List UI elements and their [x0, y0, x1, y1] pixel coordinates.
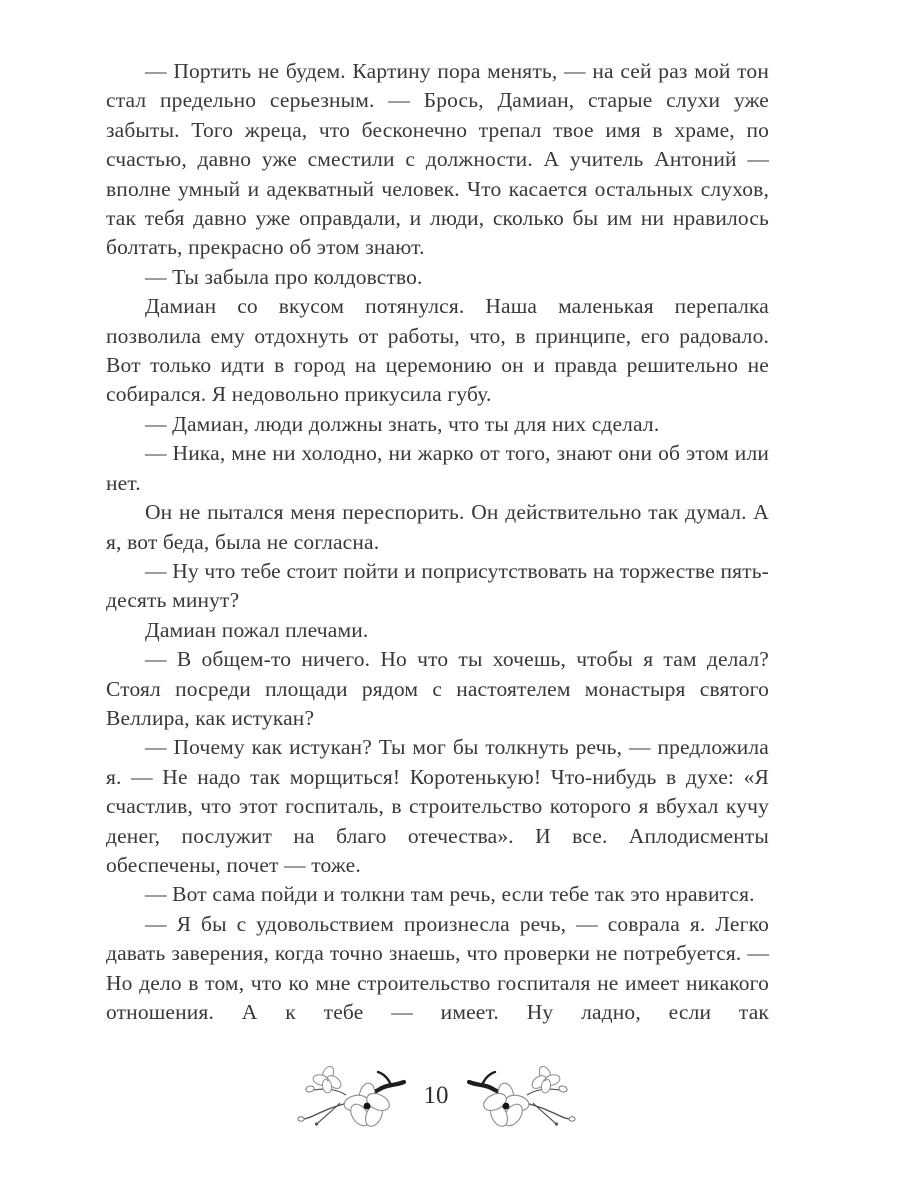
- floral-ornament-left-icon: [294, 1062, 406, 1128]
- page-number: 10: [423, 1081, 449, 1109]
- page-footer: [0, 1062, 886, 1128]
- paragraph: Он не пытался меня переспорить. Он действительно так думал. А я, вот беда, была не согласна.: [106, 500, 769, 554]
- paragraph: — Дамиан, люди должны знать, что ты для них сделал.: [145, 411, 660, 436]
- paragraph: Дамиан пожал плечами.: [145, 617, 369, 642]
- floral-ornament-right-icon: [467, 1062, 579, 1128]
- paragraph: — Портить не будем. Картину пора менять, — на сей раз мой тон стал предельно серьезным. — Брось, Дамиан, старые слухи уже забыты. Того жреца, что бесконечно трепал твое имя в храме, по счастью, давно уже сместили с должности. А учитель Антоний — вполне умный и адекватный человек. Что касается остальных слухов, так тебя давно уже оправдали, и люди, сколько бы им ни нравилось болтать, прекрасно об этом знают.: [106, 59, 769, 260]
- paragraph: — Ну что тебе стоит пойти и поприсутствовать на торжестве пять-десять минут?: [106, 558, 769, 613]
- paragraph: — Вот сама пойди и толкни там речь, если тебе так это нравится.: [145, 882, 755, 907]
- paragraph: Дамиан со вкусом потянулся. Наша маленькая перепалка позволила ему отдохнуть от работы, что, в принципе, его радовало. Вот только идти в город на церемонию он и правда решительно не собирался. Я недовольно прикусила губу.: [106, 294, 769, 407]
- paragraph: — Ты забыла про колдовство.: [145, 264, 423, 289]
- text-block: [106, 57, 769, 1027]
- paragraph: — Почему как истукан? Ты мог бы толкнуть речь, — предложила я. — Не надо так морщиться! Коротенькую! Что-нибудь в духе: «Я счастлив, что этот госпиталь, в строительство которого я вбухал кучу денег, послужит на благо отечества». И все. Аплодисменты обеспечены, почет — тоже.: [106, 735, 769, 877]
- paragraph: — Я бы с удовольствием произнесла речь, — соврала я. Легко давать заверения, когда точно знаешь, что проверки не потребуется. — Но дело в том, что ко мне строительство госпиталя не имеет никакого отношения. А к тебе — имеет. Ну ладно, если так: [106, 911, 769, 1024]
- paragraph: — В общем-то ничего. Но что ты хочешь, чтобы я там делал? Стоял посреди площади рядом с настоятелем монастыря святого Веллира, как истукан?: [106, 647, 769, 730]
- paragraph: — Ника, мне ни холодно, ни жарко от того, знают они об этом или нет.: [106, 441, 769, 495]
